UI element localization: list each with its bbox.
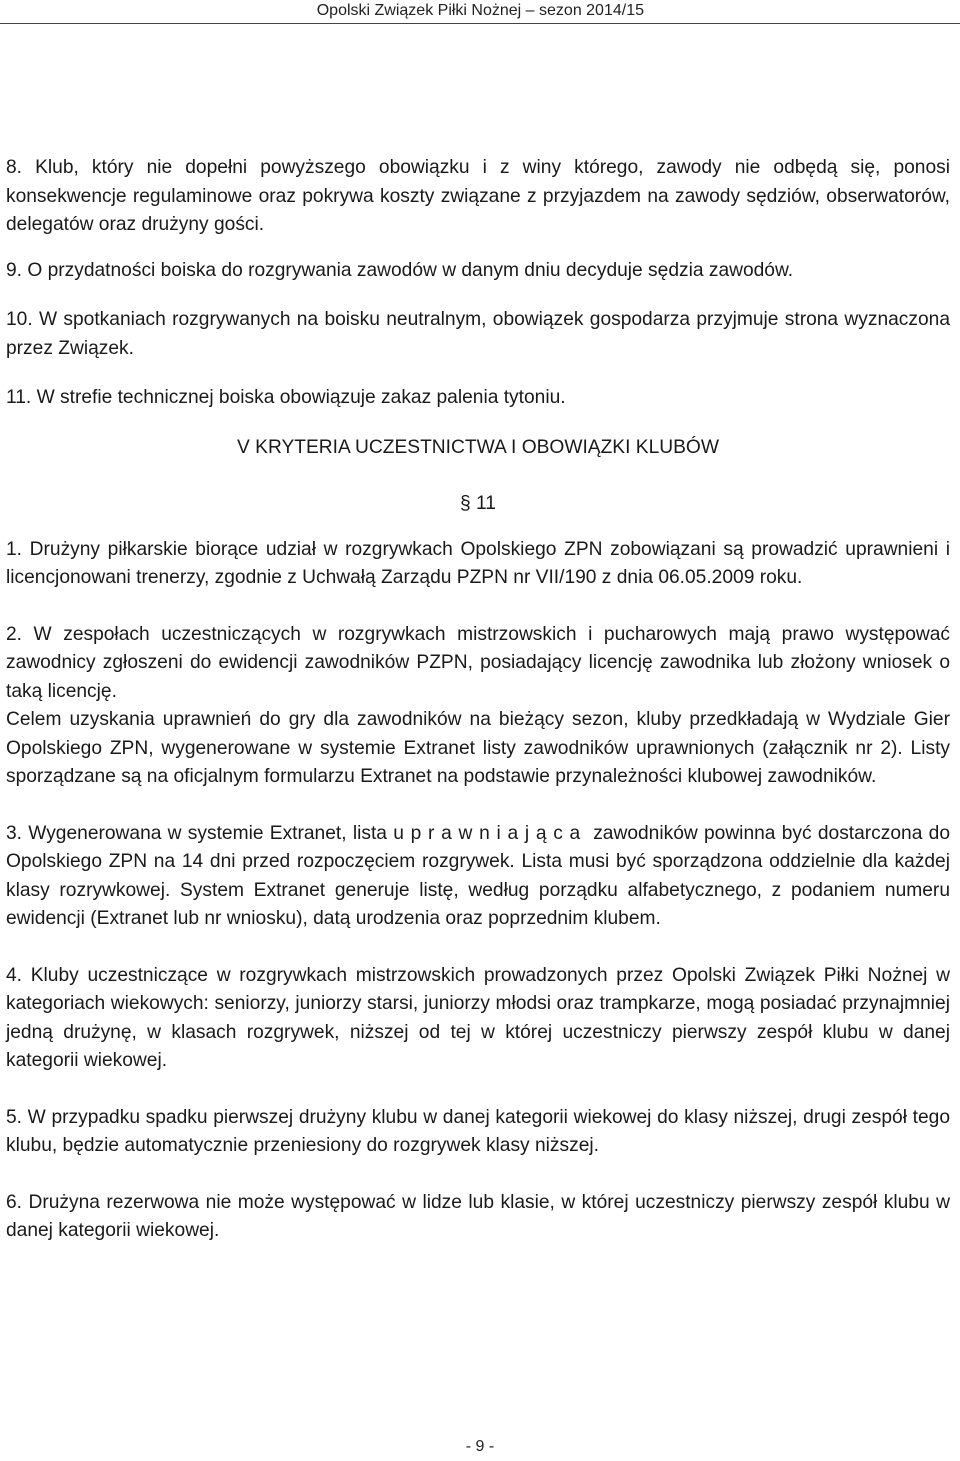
- running-header: [0, 0, 960, 26]
- item-5: 5. W przypadku spadku pierwszej drużyny klubu w danej kategorii wiekowej do klasy niższej, drugi zespół tego klubu, będzie automatycznie przeniesiony do rozgrywek klasy niższej.: [6, 1106, 950, 1156]
- item-3-emphasis: uprawniająca: [393, 822, 587, 844]
- item-6: 6. Drużyna rezerwowa nie może występować w lidze lub klasie, w której uczestniczy pierwszy zespół klubu w danej kategorii wiekowej.: [6, 1191, 950, 1241]
- paragraph-8: 8. Klub, który nie dopełni powyższego obowiązku i z winy którego, zawody nie odbędą się, ponosi konsekwencje regulaminowe oraz pokrywa koszty związane z przyjazdem na zawody sędziów, obserwatorów, delegatów oraz drużyny gości.: [6, 157, 950, 235]
- page-number: - 9 -: [465, 1438, 495, 1455]
- document-body: [6, 154, 950, 1246]
- paragraph-9: 9. O przydatności boiska do rozgrywania zawodów w danym dniu decyduje sędzia zawodów.: [6, 259, 794, 281]
- paragraph-11: 11. W strefie technicznej boiska obowiązuje zakaz palenia tytoniu.: [6, 387, 566, 408]
- item-2: 2. W zespołach uczestniczących w rozgrywkach mistrzowskich i pucharowych mają prawo występować zawodnicy zgłoszeni do ewidencji zawodników PZPN, posiadający licencję zawodnika lub złożony wniosek o taką licencję.: [6, 623, 950, 702]
- section-heading: V KRYTERIA UCZESTNICTWA I OBOWIĄZKI KLUBÓW: [237, 436, 719, 458]
- item-3-end: zawodników powinna być dostarczona do Opolskiego ZPN na 14 dni przed rozpoczęciem rozgrywek. Lista musi być sporządzona oddzielnie dla każdej klasy rozrywkowej. System Extranet generuje listę, według porządku alfabetycznego, z podaniem numeru ewidencji (Extranet lub nr wniosku), datą urodzenia oraz poprzednim klubem.: [6, 822, 950, 929]
- item-3-start: 3. Wygenerowana w systemie Extranet, lista: [6, 822, 394, 844]
- item-2-continued: Celem uzyskania uprawnień do gry dla zawodników na bieżący sezon, kluby przedkładają w Wydziale Gier Opolskiego ZPN, wygenerowane w systemie Extranet listy zawodników uprawnionych (załącznik nr 2). Listy sporządzane są na oficjalnym formularzu Extranet na podstawie przynależności klubowej zawodników.: [6, 709, 950, 787]
- item-4: 4. Kluby uczestniczące w rozgrywkach mistrzowskich prowadzonych przez Opolski Związek Piłki Nożnej w kategoriach wiekowych: seniorzy, juniorzy starsi, juniorzy młodsi oraz trampkarze, mogą posiadać przynajmniej jedną drużynę, w klasach rozgrywek, niższej od tej w której uczestniczy pierwszy zespół klubu w danej kategorii wiekowej.: [6, 964, 950, 1071]
- item-3: [6, 820, 950, 934]
- header-divider: [0, 23, 960, 24]
- header-title: Opolski Związek Piłki Nożnej – sezon 2014/15: [316, 2, 644, 19]
- paragraph-10: 10. W spotkaniach rozgrywanych na boisku neutralnym, obowiązek gospodarza przyjmuje strona wyznaczona przez Związek.: [6, 309, 950, 359]
- item-1: 1. Drużyny piłkarskie biorące udział w rozgrywkach Opolskiego ZPN zobowiązani są prowadzić uprawnieni i licencjonowani trenerzy, zgodnie z Uchwałą Zarządu PZPN nr VII/190 z dnia 06.05.2009 roku.: [6, 538, 950, 588]
- section-number: § 11: [460, 493, 496, 514]
